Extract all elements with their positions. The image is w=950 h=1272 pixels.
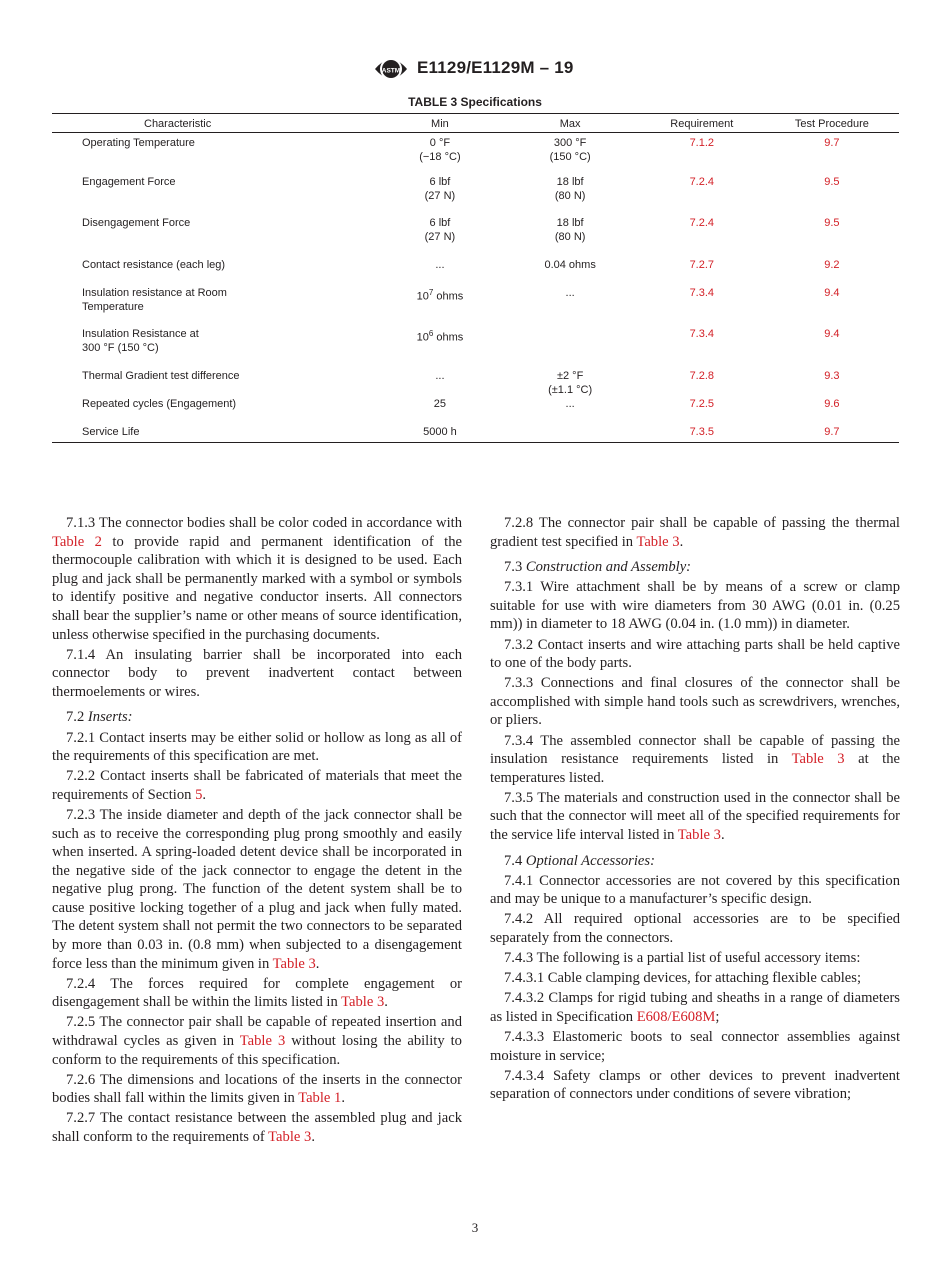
requirement-link[interactable]: 7.2.7 xyxy=(689,258,715,271)
requirement-link[interactable]: 7.3.4 xyxy=(689,327,715,340)
requirement-link[interactable]: 7.2.4 xyxy=(689,216,715,229)
min-cell: $10^6$ ohms xyxy=(416,328,464,344)
characteristic-cell: Engagement Force xyxy=(82,175,176,188)
max-cell xyxy=(501,425,638,443)
paragraph-7-3-4: 7.3.4 The assembled connector shall be capable of passing the insulation resistance requirements listed in Table 3 at the temperatures listed. xyxy=(490,732,900,786)
column-header: Min xyxy=(378,114,501,133)
test-procedure-link[interactable]: 9.2 xyxy=(824,258,840,271)
table-3-link[interactable]: Table 3 xyxy=(272,955,316,972)
paragraph-7-2-7: 7.2.7 The contact resistance between the assembled plug and jack shall conform to the requirements of Table 3. xyxy=(52,1110,462,1145)
e608-link[interactable]: E608/E608M xyxy=(636,1008,716,1025)
section-heading-7-3: 7.3 Construction and Assembly: xyxy=(504,559,692,576)
test-procedure-link[interactable]: 9.6 xyxy=(824,397,840,410)
test-procedure-link[interactable]: 9.4 xyxy=(824,286,840,299)
max-cell xyxy=(501,327,638,369)
paragraph-7-4-3-2: 7.4.3.2 Clamps for rigid tubing and sheaths in a range of diameters as listed in Specification E608/E608M; xyxy=(490,990,900,1025)
column-header: Characteristic xyxy=(52,114,378,133)
test-procedure-link[interactable]: 9.5 xyxy=(824,216,840,229)
characteristic-cell: Contact resistance (each leg) xyxy=(82,258,226,271)
table-row xyxy=(52,258,899,286)
characteristic-cell: Insulation Resistance at 300 °F (150 °C) xyxy=(82,327,199,354)
column-header: Requirement xyxy=(639,114,765,133)
max-cell: ... xyxy=(565,286,575,299)
max-cell: ... xyxy=(565,397,575,410)
table-3-link[interactable]: Table 3 xyxy=(677,827,721,843)
section-heading-7-2: 7.2 Inserts: xyxy=(66,709,133,726)
table-1-link[interactable]: Table 1 xyxy=(298,1090,342,1107)
characteristic-cell: Operating Temperature xyxy=(82,137,195,149)
table-row xyxy=(52,369,899,397)
paragraph-7-3-3: 7.3.3 Connections and final closures of the connector shall be accomplished with simple hand tools such as screwdrivers, wrenches, or pliers. xyxy=(490,675,900,729)
paragraph-7-2-1: 7.2.1 Contact inserts may be either solid or hollow as long as all of the requirements of this specification are met. xyxy=(52,729,462,765)
test-procedure-link[interactable]: 9.4 xyxy=(824,327,840,340)
min-cell: $10^7$ ohms xyxy=(416,287,464,303)
paragraph-7-2-2: 7.2.2 Contact inserts shall be fabricated of materials that meet the requirements of Section 5. xyxy=(52,768,462,803)
min-cell: 6 lbf (27 N) xyxy=(424,175,456,202)
paragraph-7-2-3: 7.2.3 The inside diameter and depth of the jack connector shall be such as to receive the corresponding plug prong smoothly and easily when inserted. A spring-loaded detent device shall be incorporated in the negative side of the jack connector to engage the detent in the negative plug prong. The function of the detent system shall be to cause positive locking together of a plug and jack when fully mated. The detent system shall not permit the two connectors to be separated by more than 0.03 in. (0.8 mm) when subjected to a disengagement force less than the minimum given in Table 3. xyxy=(52,806,462,972)
paragraph-7-3-1: 7.3.1 Wire attachment shall be by means of a screw or clamp suitable for use with wire diameters from 30 AWG (0.01 in. (0.25 mm)) in diameter to 18 AWG (0.04 in. (1.0 mm)) in diameter. xyxy=(490,579,900,633)
table-row xyxy=(52,216,899,258)
characteristic-cell: Disengagement Force xyxy=(82,216,191,229)
requirement-link[interactable]: 7.3.4 xyxy=(689,286,715,299)
table-row xyxy=(52,425,899,443)
table-row xyxy=(52,175,899,216)
min-cell: 25 xyxy=(433,397,447,410)
characteristic-cell: Insulation resistance at Room Temperature xyxy=(82,286,227,313)
document-id: E1129/E1129M – 19 xyxy=(417,58,574,77)
section-5-link[interactable]: 5 xyxy=(195,786,203,803)
min-cell: 6 lbf (27 N) xyxy=(424,216,456,243)
max-cell: 0.04 ohms xyxy=(544,258,596,271)
characteristic-cell: Repeated cycles (Engagement) xyxy=(82,397,237,410)
table-title: TABLE 3 Specifications xyxy=(408,95,542,109)
page-header xyxy=(0,52,950,86)
table-row xyxy=(52,286,899,327)
requirement-link[interactable]: 7.2.5 xyxy=(689,397,715,410)
characteristic-cell: Service Life xyxy=(52,425,378,443)
paragraph-7-2-6: 7.2.6 The dimensions and locations of the inserts in the connector bodies shall fall within the limits given in Table 1. xyxy=(52,1071,462,1107)
test-procedure-link[interactable]: 9.5 xyxy=(824,175,840,188)
astm-logo-icon xyxy=(371,54,411,84)
requirement-link[interactable]: 7.2.4 xyxy=(689,175,715,188)
max-cell: ±2 °F (±1.1 °C) xyxy=(548,369,593,396)
min-cell: 0 °F (−18 °C) xyxy=(419,137,461,163)
paragraph-7-4-3-4: 7.4.3.4 Safety clamps or other devices to prevent inadvertent separation of connectors under conditions of severe vibration; xyxy=(490,1067,900,1103)
min-cell: ... xyxy=(435,258,445,271)
test-procedure-link[interactable]: 9.7 xyxy=(765,425,899,443)
min-cell: ... xyxy=(435,369,445,382)
section-heading-7-4: 7.4 Optional Accessories: xyxy=(504,852,655,869)
table-row xyxy=(52,327,899,369)
paragraph-7-2-8: 7.2.8 The connector pair shall be capable of passing the thermal gradient test specified in Table 3. xyxy=(490,515,900,550)
paragraph-7-1-4: 7.1.4 An insulating barrier shall be incorporated into each connector body to prevent inadvertent contact between thermoelements or wires. xyxy=(52,646,462,700)
specifications-table xyxy=(52,113,899,443)
paragraph-7-3-5: 7.3.5 The materials and construction used in the connector shall be such that the connector will meet all of the specified requirements for the service life interval listed in Table 3. xyxy=(490,789,900,843)
page-number: 3 xyxy=(471,1220,479,1235)
requirement-link[interactable]: 7.1.2 xyxy=(689,137,715,149)
left-text-column xyxy=(52,514,462,1148)
min-cell: 5000 h xyxy=(378,425,501,443)
right-text-column xyxy=(490,514,900,1105)
paragraph-7-2-4: 7.2.4 The forces required for complete engagement or disengagement shall be within the limits listed in Table 3. xyxy=(52,975,462,1011)
requirement-link[interactable]: 7.2.8 xyxy=(689,369,715,382)
column-header: Test Procedure xyxy=(765,114,899,133)
table-3-link[interactable]: Table 3 xyxy=(636,533,680,550)
paragraph-7-4-3-1: 7.4.3.1 Cable clamping devices, for attaching flexible cables; xyxy=(504,970,862,987)
test-procedure-link[interactable]: 9.3 xyxy=(824,369,840,382)
requirement-link[interactable]: 7.3.5 xyxy=(639,425,765,443)
max-cell: 18 lbf (80 N) xyxy=(554,175,586,202)
table-row xyxy=(52,397,899,425)
characteristic-cell: Thermal Gradient test difference xyxy=(82,369,240,382)
paragraph-7-4-1: 7.4.1 Connector accessories are not covered by this specification and may be unique to a manufacturer’s specific design. xyxy=(490,872,900,908)
table-row xyxy=(52,133,899,175)
test-procedure-link[interactable]: 9.7 xyxy=(824,137,840,149)
max-cell: 18 lbf (80 N) xyxy=(554,216,586,243)
paragraph-7-1-3: 7.1.3 The connector bodies shall be color coded in accordance with Table 2 to provide rapid and permanent identification of the thermocouple calibration with which it is designed to be used. Each plug and jack shall be permanently marked with a symbol or symbols to identify positive and negative conductor inserts. All connectors shall bear the supplier’s name or other means of source identification, unless otherwise specified in the purchasing documents. xyxy=(52,515,462,643)
table-2-link[interactable]: Table 2 xyxy=(52,533,102,550)
paragraph-7-3-2: 7.3.2 Contact inserts and wire attaching parts shall be held captive to one of the body parts. xyxy=(490,636,900,672)
table-3-link[interactable]: Table 3 xyxy=(239,1033,286,1050)
table-3-link[interactable]: Table 3 xyxy=(268,1129,312,1145)
table-header-row xyxy=(52,114,899,133)
paragraph-7-4-3: 7.4.3 The following is a partial list of useful accessory items: xyxy=(504,950,861,967)
max-cell: 300 °F (150 °C) xyxy=(549,137,591,163)
svg-text:ASTM: ASTM xyxy=(381,67,401,75)
table-3-link[interactable]: Table 3 xyxy=(341,994,385,1011)
table-3-link[interactable]: Table 3 xyxy=(791,751,845,768)
paragraph-7-4-3-3: 7.4.3.3 Elastomeric boots to seal connector assemblies against moisture in service; xyxy=(490,1028,900,1064)
column-header: Max xyxy=(501,114,638,133)
paragraph-7-4-2: 7.4.2 All required optional accessories are to be specified separately from the connectors. xyxy=(490,911,900,946)
paragraph-7-2-5: 7.2.5 The connector pair shall be capable of repeated insertion and withdrawal cycles as given in Table 3 without losing the ability to conform to the requirements of this specification. xyxy=(52,1014,462,1068)
